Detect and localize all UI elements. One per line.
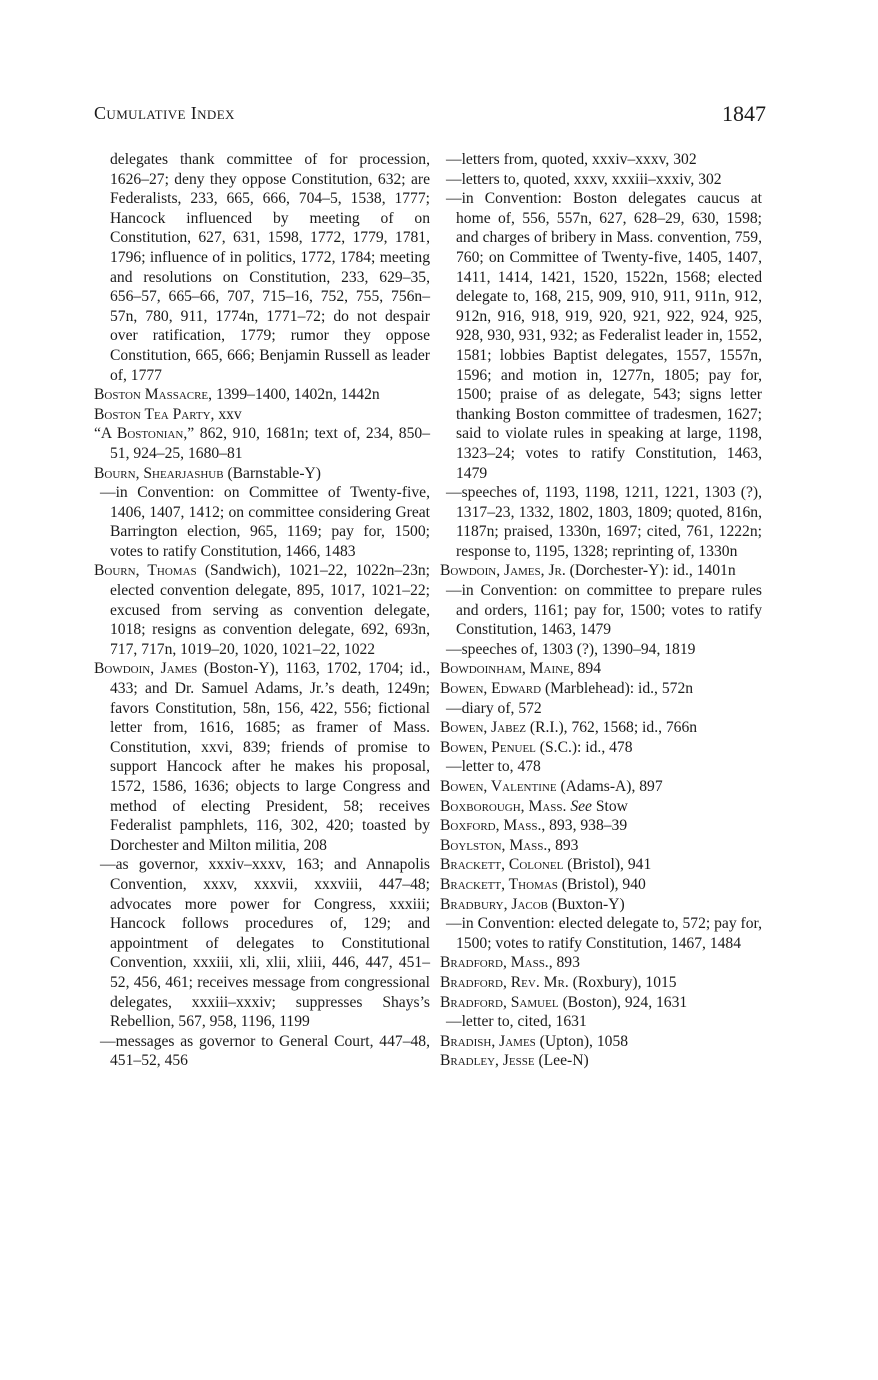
running-head	[94, 103, 766, 131]
entry-text: —letters from, quoted, xxxiv–xxxv, 302	[446, 151, 697, 168]
index-entry	[440, 150, 762, 170]
entry-heading: Bowdoin, James	[94, 660, 198, 678]
entry-heading: Bradford, Mass.,	[440, 954, 553, 972]
index-entry	[94, 483, 430, 561]
index-entry	[440, 777, 762, 797]
entry-text: (Sandwich), 1021–22, 1022n–23n; elected convention delegate, 895, 1017, 1021–22; excused from serving as convention delegate, 1018; resigns as convention delegate, 692, 693n, 717, 717n, 1019–20, 1020, 1021–22, 1022	[110, 562, 430, 658]
index-entry	[440, 953, 762, 973]
entry-text: (R.I.), 762, 1568; id., 766n	[525, 719, 698, 737]
index-entry	[440, 679, 762, 699]
index-entry	[440, 855, 762, 875]
index-entry	[440, 993, 762, 1013]
entry-text: 862, 910, 1681n; text of, 234, 850–51, 924–25, 1680–81	[110, 425, 430, 462]
entry-text: (Boston), 924, 1631	[558, 993, 688, 1011]
entry-text: (Marblehead): id., 572n	[541, 680, 694, 698]
index-entry	[440, 757, 762, 777]
index-entry	[94, 405, 430, 425]
index-entry	[440, 1051, 762, 1071]
entry-text: —letters to, quoted, xxxv, xxxiii–xxxiv, 302	[446, 170, 722, 188]
index-entry	[440, 189, 762, 483]
entry-heading: “A Bostonian,”	[94, 425, 195, 443]
entry-heading: Bowdoinham, Maine,	[440, 660, 574, 678]
index-entry	[440, 659, 762, 679]
entry-heading: Boston Tea Party,	[94, 405, 215, 423]
entry-text: (Roxbury), 1015	[568, 973, 677, 991]
entry-text: (Adams-A), 897	[556, 778, 663, 795]
entry-text: —speeches of, 1193, 1198, 1211, 1221, 1303 (?), 1317–23, 1332, 1802, 1803, 1809; quoted, 816n, 1187n; praised, 1330n, 1697; cited, 761, 1222n; response to, 1195, 1328; reprinting of, 1330n	[446, 484, 762, 560]
index-entry	[440, 895, 762, 915]
right-column	[440, 150, 762, 1071]
entry-text: (Buxton-Y)	[548, 895, 625, 913]
entry-heading: Bradish, James	[440, 1032, 536, 1050]
entry-text: xxv	[214, 405, 242, 423]
see-reference: See	[566, 797, 596, 815]
index-entry	[94, 150, 430, 385]
index-entry	[440, 836, 762, 856]
entry-text: —messages as governor to General Court, 447–48, 451–52, 456	[100, 1032, 430, 1070]
index-entry	[440, 1032, 762, 1052]
entry-text: (Bristol), 941	[563, 856, 652, 874]
index-entry	[440, 561, 762, 581]
entry-text: delegates thank committee of for procession, 1626–27; deny they oppose Constitution, 632; are Federalists, 233, 665, 666, 704–5, 1538, 1777; Hancock influenced by meeting of on Constitution, 627, 631, 1598, 1772, 1779, 1781, 1796; influence of in politics, 1772, 1784; meeting and resolutions on Constitution, 233, 629–35, 656–57, 665–66, 707, 715–16, 752, 755, 756n–57n, 780, 911, 1774n, 1771–72; do not despair over ratification, 1779; rumor they oppose Constitution, 665, 666; Benjamin Russell as leader of, 1777	[110, 151, 430, 384]
entry-heading: Bourn, Thomas	[94, 562, 197, 580]
entry-heading: Bowen, Valentine	[440, 778, 557, 795]
index-entry	[440, 699, 762, 719]
index-entry	[440, 170, 762, 190]
index-entry	[94, 424, 430, 463]
entry-text: —in Convention: elected delegate to, 572; pay for, 1500; votes to ratify Constitution, 1467, 1484	[446, 915, 762, 952]
entry-text: (Bristol), 940	[557, 875, 646, 893]
entry-text: 1399–1400, 1402n, 1442n	[212, 386, 380, 404]
entry-text: —in Convention: Boston delegates caucus at home of, 556, 557n, 627, 628–29, 630, 1598; and charges of bribery in Mass. convention, 759, 760; on Committee of Twenty-five, 1405, 1407, 1411, 1414, 1421, 1520, 1522n, 1568; elected delegate to, 168, 215, 909, 910, 911, 911n, 912, 912n, 916, 918, 919, 920, 921, 922, 924, 925, 928, 930, 931, 932; as Federalist leader in, 1552, 1581; lobbies Baptist delegates, 1557, 1557n, 1596; and motion in, 1277n, 1805; pay for, 1500; praise of as delegate, 543; signs letter thanking Boston committee of tradesmen, 1627; said to violate rules in speaking at large, 1198, 1323–24; votes to ratify Constitution, 1463, 1479	[446, 190, 762, 482]
entry-text: 894	[573, 660, 602, 678]
index-entry	[440, 875, 762, 895]
index-entry	[440, 581, 762, 640]
entry-heading: Bowdoin, James, Jr.	[440, 562, 566, 580]
entry-text: —letter to, cited, 1631	[446, 1013, 587, 1031]
entry-heading: Bradley, Jesse	[440, 1052, 535, 1070]
index-entry	[440, 914, 762, 953]
index-entry	[94, 659, 430, 855]
entry-heading: Boston Massacre,	[94, 386, 213, 404]
entry-text: (Upton), 1058	[535, 1032, 629, 1050]
entry-heading: Boylston, Mass.,	[440, 836, 552, 854]
entry-text: —letter to, 478	[446, 758, 541, 776]
entry-text: (S.C.): id., 478	[535, 738, 633, 756]
entry-heading: Bourn, Shearjashub	[94, 464, 224, 482]
index-entry	[440, 738, 762, 758]
entry-text: 893	[552, 954, 580, 972]
entry-text: (Lee-N)	[534, 1052, 589, 1070]
entry-heading: Boxford, Mass.,	[440, 817, 546, 835]
entry-text: (Barnstable-Y)	[223, 464, 321, 482]
entry-heading: Bowen, Edward	[440, 680, 542, 698]
entry-text: —in Convention: on committee to prepare rules and orders, 1161; pay for, 1500; votes to ratify Constitution, 1463, 1479	[446, 582, 762, 639]
index-entry	[440, 483, 762, 561]
entry-text: 893	[551, 836, 579, 854]
index-entry	[440, 1012, 762, 1032]
header-title: Cumulative Index	[94, 103, 235, 123]
index-entry	[440, 718, 762, 738]
entry-text: —speeches of, 1303 (?), 1390–94, 1819	[446, 640, 696, 658]
index-entry	[440, 797, 762, 817]
index-entry	[440, 973, 762, 993]
entry-text: —diary of, 572	[446, 699, 542, 717]
entry-heading: Bradford, Rev. Mr.	[440, 973, 569, 991]
entry-text: —as governor, xxxiv–xxxv, 163; and Annapolis Convention, xxxv, xxxvii, xxxviii, 447–48; advocates more power for Congress, xxxiii; Hancock follows procedures of, 129; and appointment of delegates to Constitutional Convention, xxxiii, xli, xlii, xliii, 446, 447, 451–52, 456, 461; receives message from congressional delegates, xxxiii–xxxiv; suppresses Shays’s Rebellion, 567, 958, 1196, 1199	[100, 856, 430, 1031]
entry-text: (Boston-Y), 1163, 1702, 1704; id., 433; and Dr. Samuel Adams, Jr.’s death, 1249n; favors Constitution, 58n, 156, 422, 556; fictional letter from, 1616, 1685; as framer of Mass. Constitution, xxvi, 839; friends of promise to support Hancock after he makes his proposal, 1572, 1586, 1636; objects to large Congress and method of electing President, 58; receives Federalist pamphlets, 116, 302, 420; toasted by Dorchester and Milton militia, 208	[110, 660, 430, 854]
index-entry	[94, 561, 430, 659]
entry-heading: Bowen, Jabez	[440, 719, 526, 737]
entry-text: (Dorchester-Y): id., 1401n	[565, 562, 736, 580]
entry-heading: Bradbury, Jacob	[440, 895, 549, 913]
entry-heading: Boxborough, Mass.	[440, 797, 567, 815]
entry-text: —in Convention: on Committee of Twenty-five, 1406, 1407, 1412; on committee considering Great Barrington election, 965, 1169; pay for, 1500; votes to ratify Constitution, 1466, 1483	[100, 484, 430, 560]
index-entry	[440, 640, 762, 660]
left-column	[94, 150, 430, 1071]
entry-heading: Brackett, Colonel	[440, 856, 564, 874]
entry-heading: Bowen, Penuel	[440, 738, 536, 756]
index-entry	[94, 464, 430, 484]
index-entry	[94, 385, 430, 405]
index-entry	[94, 1032, 430, 1071]
entry-heading: Bradford, Samuel	[440, 993, 559, 1011]
page-number: 1847	[722, 101, 766, 126]
entry-text: Stow	[595, 797, 628, 815]
index-entry	[94, 855, 430, 1031]
index-entry	[440, 816, 762, 836]
entry-text: 893, 938–39	[545, 817, 628, 835]
entry-heading: Brackett, Thomas	[440, 875, 558, 893]
